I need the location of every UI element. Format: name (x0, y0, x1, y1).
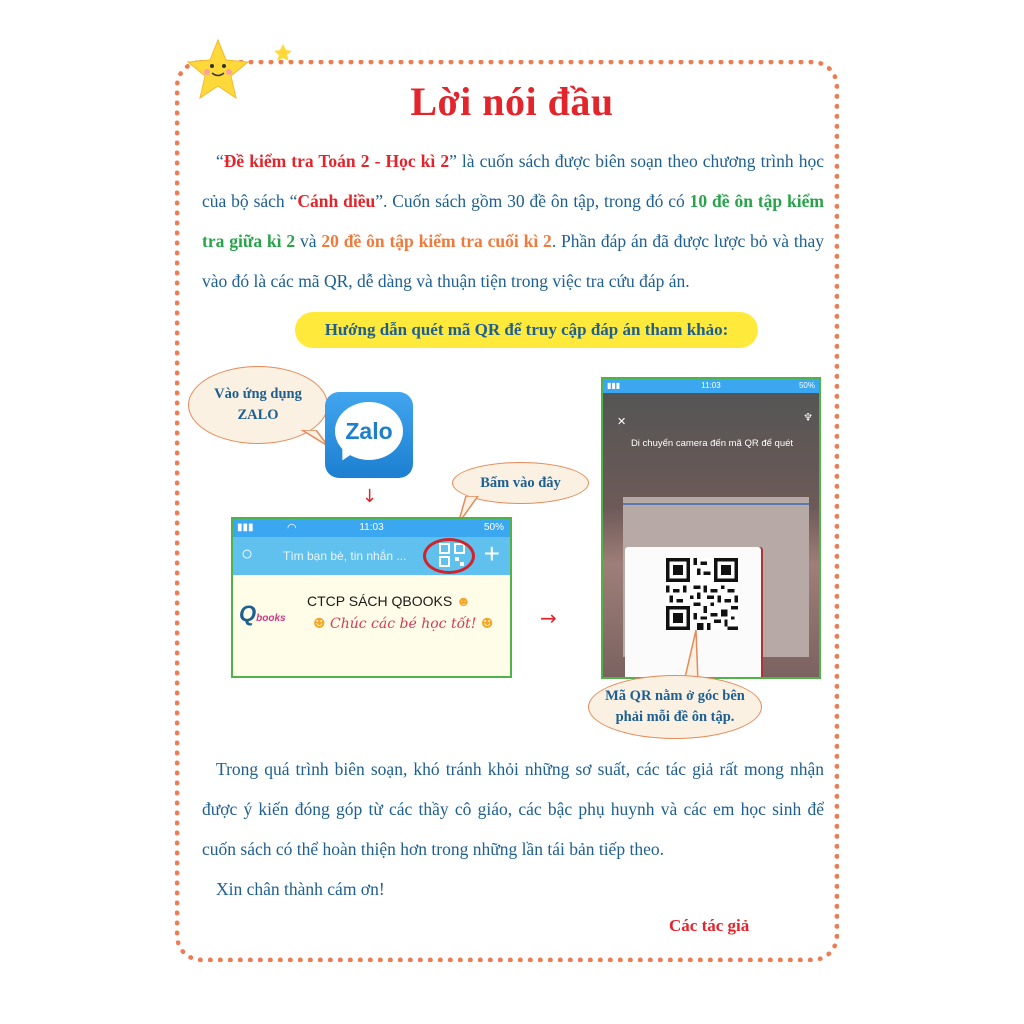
final-count: 20 đề ôn tập kiểm tra cuối kì 2 (321, 231, 552, 251)
slogan: ☻ Chúc các bé học tốt! ☻ (313, 616, 494, 632)
qbooks-logo: Qbooks (239, 601, 286, 626)
add-icon[interactable]: + (483, 538, 500, 569)
signal-icon: ▮▮▮ (237, 522, 254, 533)
signal-icon: ▮▮▮ (607, 381, 621, 390)
search-icon[interactable]: ○ (241, 543, 254, 565)
search-bar (233, 537, 510, 575)
qr-scanner-screen (601, 377, 821, 679)
smile-emoji-icon: ☻ (456, 593, 471, 609)
status-bar: ▮▮▮ 11:03 50% (603, 379, 819, 393)
smile-emoji-icon: ☻ (313, 616, 326, 632)
press-here-callout: Bấm vào đây (452, 462, 589, 504)
down-arrow-icon: ↓ (362, 486, 378, 507)
zalo-app-icon[interactable]: Zalo (325, 392, 413, 478)
scan-instruction: Di chuyển camera đến mã QR để quét (630, 438, 794, 449)
signature: Các tác giả (669, 916, 750, 935)
close-icon[interactable]: ✕ (617, 415, 627, 428)
company-name: CTCP SÁCH QBOOKS ☻ (307, 593, 471, 609)
page-title: Lời nói đầu (410, 79, 614, 124)
series-name: Cánh diều (297, 191, 376, 211)
search-input[interactable]: Tìm bạn bè, tin nhắn ... (283, 549, 407, 563)
qr-guide-heading: Hướng dẫn quét mã QR để truy cập đáp án tham khảo: (295, 312, 758, 348)
highlight-circle (423, 538, 475, 574)
book-title: Đề kiểm tra Toán 2 - Học kì 2 (223, 151, 450, 171)
status-bar: ▮▮▮ ◠ 11:03 50% (233, 519, 510, 537)
midterm-count: 10 đề ôn tập kiểm tra giữa kì 2 (202, 191, 824, 251)
flashlight-icon[interactable]: ♆ (803, 411, 813, 424)
camera-view (603, 393, 819, 679)
thanks-line: Xin chân thành cám ơn! (216, 879, 385, 899)
zalo-home-screen (231, 517, 512, 678)
smile-emoji-icon: ☻ (480, 616, 494, 632)
open-zalo-callout: Vào ứng dụng ZALO (188, 366, 328, 444)
qr-code-image (666, 557, 738, 631)
closing-paragraph: Trong quá trình biên soạn, khó tránh khỏi những sơ suất, các tác giả rất mong nhận được ý kiến đóng góp từ các thầy cô giáo, các bậc phụ huynh và các em học sinh để cuốn sách có thể hoàn thiện hơn trong những lần tái bản tiếp theo. Xin chân thành cám ơn! (202, 759, 824, 899)
wifi-icon: ◠ (287, 522, 297, 534)
paper-line (623, 503, 809, 505)
right-arrow-icon: → (540, 606, 557, 630)
qr-location-callout: Mã QR nằm ở góc bên phải mỗi đề ôn tập. (588, 675, 762, 739)
intro-paragraph: “Đề kiểm tra Toán 2 - Học kì 2” là cuốn sách được biên soạn theo chương trình học của bộ sách “Cánh diều”. Cuốn sách gồm 30 đề ôn tập, trong đó có 10 đề ôn tập kiểm tra giữa kì 2 và 20 đề ôn tập kiểm tra cuối kì 2. Phần đáp án đã được lược bỏ và thay vào đó là các mã QR, dễ dàng và thuận tiện trong việc tra cứu đáp án. (202, 151, 824, 291)
